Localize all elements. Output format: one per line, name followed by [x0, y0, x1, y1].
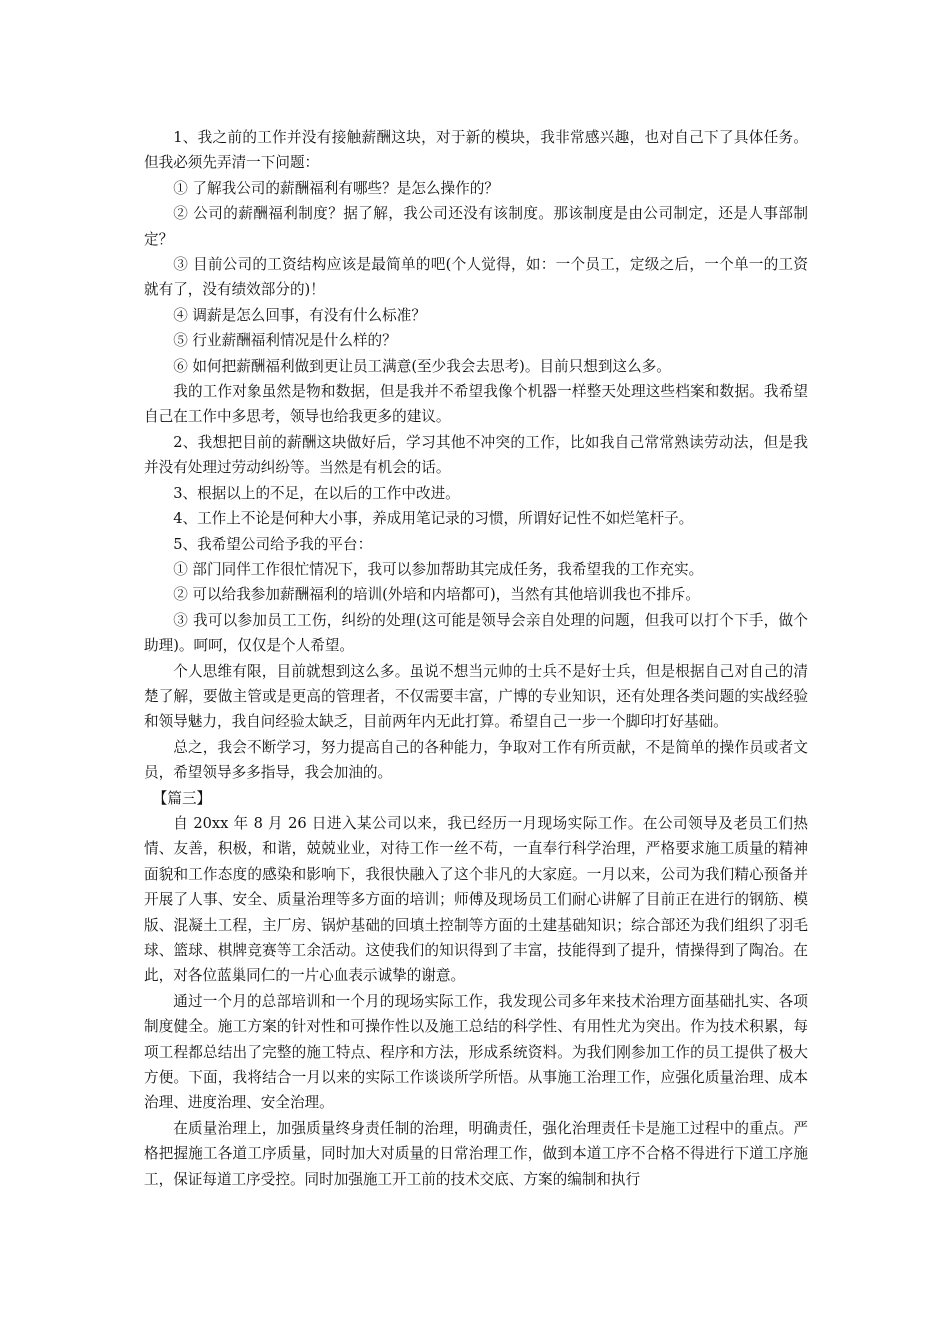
paragraph: 1、我之前的工作并没有接触薪酬这块，对于新的模块，我非常感兴趣，也对自己下了具体任务。但我必须先弄清一下问题： — [144, 129, 808, 172]
paragraph: 2、我想把目前的薪酬这块做好后，学习其他不冲突的工作，比如我自己常常熟读劳动法，但是我并没有处理过劳动纠纷等。当然是有机会的话。 — [144, 433, 808, 477]
paragraph: 5、我希望公司给予我的平台： — [173, 535, 373, 553]
paragraph: ③ 目前公司的工资结构应该是最简单的吧(个人觉得，如：一个员工，定级之后，一个单一的工资就有了，没有绩效部分的)！ — [144, 256, 808, 299]
paragraph: 自 20xx 年 8 月 26 日进入某公司以来，我已经历一月现场实际工作。在公司领导及老员工们热情、友善，积极，和谐，兢兢业业，对待工作一丝不苟，一直奉行科学治理，严格要求施工质量的精神面貌和工作态度的感染和影响下，我很快融入了这个非凡的大家庭。一月以来，公司为我们精心预备并开展了人事、安全、质量治理等多方面的培训；师傅及现场员工们耐心讲解了目前正在进行的钢筋、模版、混凝土工程，主厂房、锅炉基础的回填土控制等方面的土建基础知识；综合部还为我们组织了羽毛球、篮球、棋牌竞赛等工余活动。这使我们的知识得到了丰富，技能得到了提升，情操得到了陶冶。在此，对各位蓝巢同仁的一片心血表示诚挚的谢意。 — [144, 814, 808, 985]
paragraph: 通过一个月的总部培训和一个月的现场实际工作，我发现公司多年来技术治理方面基础扎实、各项制度健全。施工方案的针对性和可操作性以及施工总结的科学性、有用性尤为突出。作为技术积累，每项工程都总结出了完整的施工特点、程序和方法，形成系统资料。为我们刚参加工作的员工提供了极大方便。下面，我将结合一月以来的实际工作谈谈所学所悟。从事施工治理工作，应强化质量治理、成本治理、进度治理、安全治理。 — [144, 992, 808, 1112]
paragraph: 个人思维有限，目前就想到这么多。虽说不想当元帅的士兵不是好士兵，但是根据自己对自己的清楚了解，要做主管或是更高的管理者，不仅需要丰富，广博的专业知识，还有处理各类问题的实战经验和领导魅力，我自问经验太缺乏，目前两年内无此打算。希望自己一步一个脚印打好基础。 — [144, 662, 808, 731]
paragraph: ① 了解我公司的薪酬福利有哪些？是怎么操作的？ — [173, 179, 499, 197]
paragraph: 总之，我会不断学习，努力提高自己的各种能力，争取对工作有所贡献，不是简单的操作员或者文员，希望领导多多指导，我会加油的。 — [144, 738, 808, 782]
paragraph: 3、根据以上的不足，在以后的工作中改进。 — [173, 484, 460, 502]
document-body — [144, 125, 808, 1192]
paragraph: 我的工作对象虽然是物和数据，但是我并不希望我像个机器一样整天处理这些档案和数据。我希望自己在工作中多思考，领导也给我更多的建议。 — [144, 383, 808, 426]
paragraph: ③ 我可以参加员工工伤，纠纷的处理(这可能是领导会亲自处理的问题，但我可以打个下手，做个助理)。呵呵，仅仅是个人希望。 — [144, 611, 808, 655]
paragraph: ② 公司的薪酬福利制度？据了解，我公司还没有该制度。那该制度是由公司制定，还是人事部制定？ — [144, 205, 808, 248]
paragraph: ④ 调薪是怎么回事，有没有什么标准？ — [173, 306, 426, 324]
paragraph: 在质量治理上，加强质量终身责任制的治理，明确责任，强化治理责任卡是施工过程中的重点。严格把握施工各道工序质量，同时加大对质量的日常治理工作，做到本道工序不合格不得进行下道工序施工，保证每道工序受控。同时加强施工开工前的技术交底、方案的编制和执行 — [144, 1119, 808, 1188]
paragraph: ② 可以给我参加薪酬福利的培训(外培和内培都可)，当然有其他培训我也不排斥。 — [173, 586, 700, 604]
paragraph: ⑤ 行业薪酬福利情况是什么样的？ — [173, 332, 397, 350]
section-heading: 【篇三】 — [152, 789, 212, 807]
paragraph: ① 部门同伴工作很忙情况下，我可以参加帮助其完成任务，我希望我的工作充实。 — [173, 560, 704, 578]
paragraph: ⑥ 如何把薪酬福利做到更让员工满意(至少我会去思考)。目前只想到这么多。 — [173, 357, 671, 375]
paragraph: 4、工作上不论是何种大小事，养成用笔记录的习惯，所谓好记性不如烂笔杆子。 — [173, 510, 694, 528]
